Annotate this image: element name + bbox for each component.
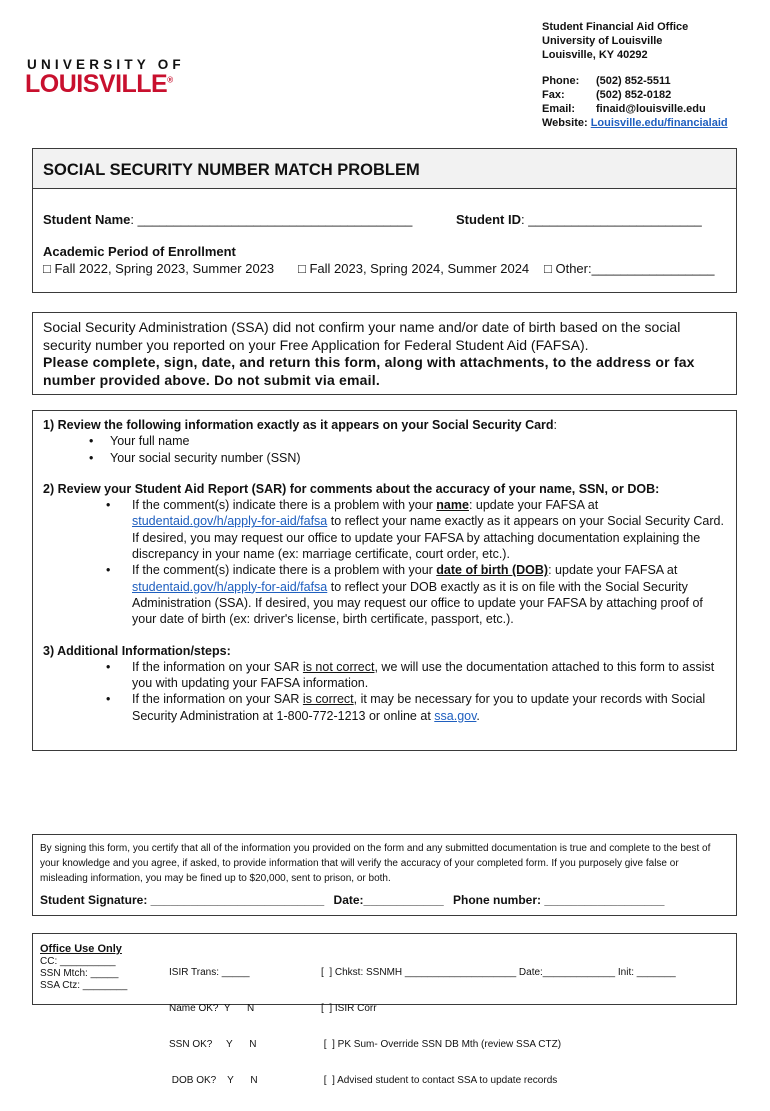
office-field: SSN OK? Y N	[169, 1039, 257, 1050]
list-item: • If the comment(s) indicate there is a problem with your date of birth (DOB): update your FAFSA at studentaid.gov/h/apply-for-aid/fafsa to reflect your DOB exactly as it is on file with the Social Security Administration (SSA). If desired, you may request our office to update your FAFSA by attaching proof of your date of birth (ex: driver's license, birth certificate, passport, etc.).	[106, 563, 703, 627]
period-option-other[interactable]: □ Other:_________________	[544, 261, 715, 276]
office-line: Louisville, KY 40292	[542, 49, 648, 61]
office-use-title: Office Use Only	[40, 943, 122, 955]
office-field: [ ] PK Sum- Override SSN DB Mth (review SSA CTZ)	[321, 1039, 562, 1050]
office-field: SSN Mtch: _____	[40, 968, 119, 979]
office-col-1	[40, 943, 127, 992]
office-field: ISIR Trans: _____	[169, 967, 250, 978]
office-field: [ ] Advised student to contact SSA to update records	[321, 1075, 558, 1086]
student-id-label: Student ID	[456, 212, 521, 227]
signature-row	[40, 893, 664, 908]
certification-text: By signing this form, you certify that all of the information you provided on the form and any submitted documentation is true and complete to the best of your knowledge and you agree, if asked, to provide information that will verify the accuracy of your completed form. If you purposely give false or misleading information, you may be fined up to $20,000, sent to prison, or both.	[40, 843, 711, 884]
fafsa-link[interactable]: studentaid.gov/h/apply-for-aid/fafsa	[132, 514, 328, 529]
office-field: [ ] ISIR Corr	[321, 1003, 377, 1014]
list-item: • Your social security number (SSN)	[89, 450, 301, 465]
signature-label: Student Signature	[40, 893, 144, 907]
office-col-2	[169, 943, 258, 1111]
list-item: • If the information on your SAR is not correct, we will use the documentation attached to this form to assist you with updating your FAFSA information.	[106, 659, 715, 691]
email-value: finaid@louisville.edu	[596, 103, 706, 115]
title-band	[33, 149, 736, 189]
office-field: Name OK? Y N	[169, 1003, 255, 1014]
student-id-blank[interactable]: : ________________________	[521, 212, 702, 227]
ssa-link[interactable]: ssa.gov	[434, 708, 477, 723]
logo-university-of: UNIVERSITY OF	[27, 57, 185, 72]
academic-period-label: Academic Period of Enrollment	[43, 244, 236, 259]
contact-info	[542, 74, 728, 130]
office-field: SSA Ctz: ________	[40, 980, 128, 991]
step1-heading: 1) Review the following information exactly as it appears on your Social Security Card:	[43, 418, 558, 432]
office-field: CC: __________	[40, 956, 116, 967]
fafsa-link[interactable]: studentaid.gov/h/apply-for-aid/fafsa	[132, 579, 328, 594]
phone-number-field[interactable]: Phone number: __________________	[452, 893, 665, 907]
period-option-2023[interactable]: □ Fall 2023, Spring 2024, Summer 2024	[298, 261, 530, 276]
phone-label: Phone:	[542, 75, 580, 87]
office-field: DOB OK? Y N	[169, 1075, 258, 1086]
period-option-2022[interactable]: □ Fall 2022, Spring 2023, Summer 2023	[43, 261, 275, 276]
list-item: • If the comment(s) indicate there is a problem with your name: update your FAFSA at studentaid.gov/h/apply-for-aid/fafsa to reflect your name exactly as it appears on your Social Security Card. If desired, you may request our office to update your FAFSA by attaching documentation explaining the discrepancy in your name (ex: marriage certificate, court order, etc.).	[106, 498, 724, 562]
fax-value: (502) 852-0182	[596, 89, 672, 101]
office-line: University of Louisville	[542, 35, 663, 47]
university-logo	[25, 70, 173, 99]
logo-registered-mark: ®	[167, 75, 173, 85]
website-label: Website:	[542, 117, 588, 129]
email-label: Email:	[542, 103, 576, 115]
logo-wordmark: LOUISVILLE	[25, 70, 168, 98]
form-title: SOCIAL SECURITY NUMBER MATCH PROBLEM	[43, 161, 420, 179]
student-name-field[interactable]	[43, 212, 412, 227]
list-item: • If the information on your SAR is correct, it may be necessary for you to update your records with Social Security Administration at 1-800-772-1213 or online at ssa.gov.	[106, 692, 706, 723]
intro-instructions: Please complete, sign, date, and return this form, along with attachments, to the address or fax number provided above. Do not submit via email.	[43, 354, 695, 388]
step2-heading: 2) Review your Student Aid Report (SAR) for comments about the accuracy of your name, SSN, or DOB:	[43, 481, 660, 496]
list-item: • Your full name	[89, 434, 190, 449]
student-name-label: Student Name	[43, 212, 131, 227]
intro-text: Social Security Administration (SSA) did not confirm your name and/or date of birth based on the social security number you reported on your Free Application for Federal Student Aid (FAFSA).	[43, 319, 681, 353]
office-col-3	[321, 943, 676, 1111]
office-field: [ ] Chkst: SSNMH ____________________ Date:_____________ Init: _______	[321, 967, 676, 978]
date-field[interactable]: Date:____________	[333, 893, 444, 907]
office-use-box	[32, 933, 737, 1086]
office-line: Student Financial Aid Office	[542, 21, 689, 33]
steps-box	[32, 410, 737, 751]
certification-box	[32, 834, 737, 916]
student-id-field[interactable]	[456, 212, 702, 227]
intro-box	[32, 312, 737, 395]
fax-label: Fax:	[542, 89, 565, 101]
phone-value: (502) 852-5511	[596, 75, 671, 87]
signature-field[interactable]: : __________________________	[143, 893, 325, 907]
website-link[interactable]: Louisville.edu/financialaid	[590, 117, 728, 129]
step3-heading: 3) Additional Information/steps:	[43, 643, 231, 658]
form-header-box	[32, 148, 737, 293]
office-address	[542, 20, 688, 62]
student-name-blank[interactable]: : ______________________________________	[130, 212, 413, 227]
